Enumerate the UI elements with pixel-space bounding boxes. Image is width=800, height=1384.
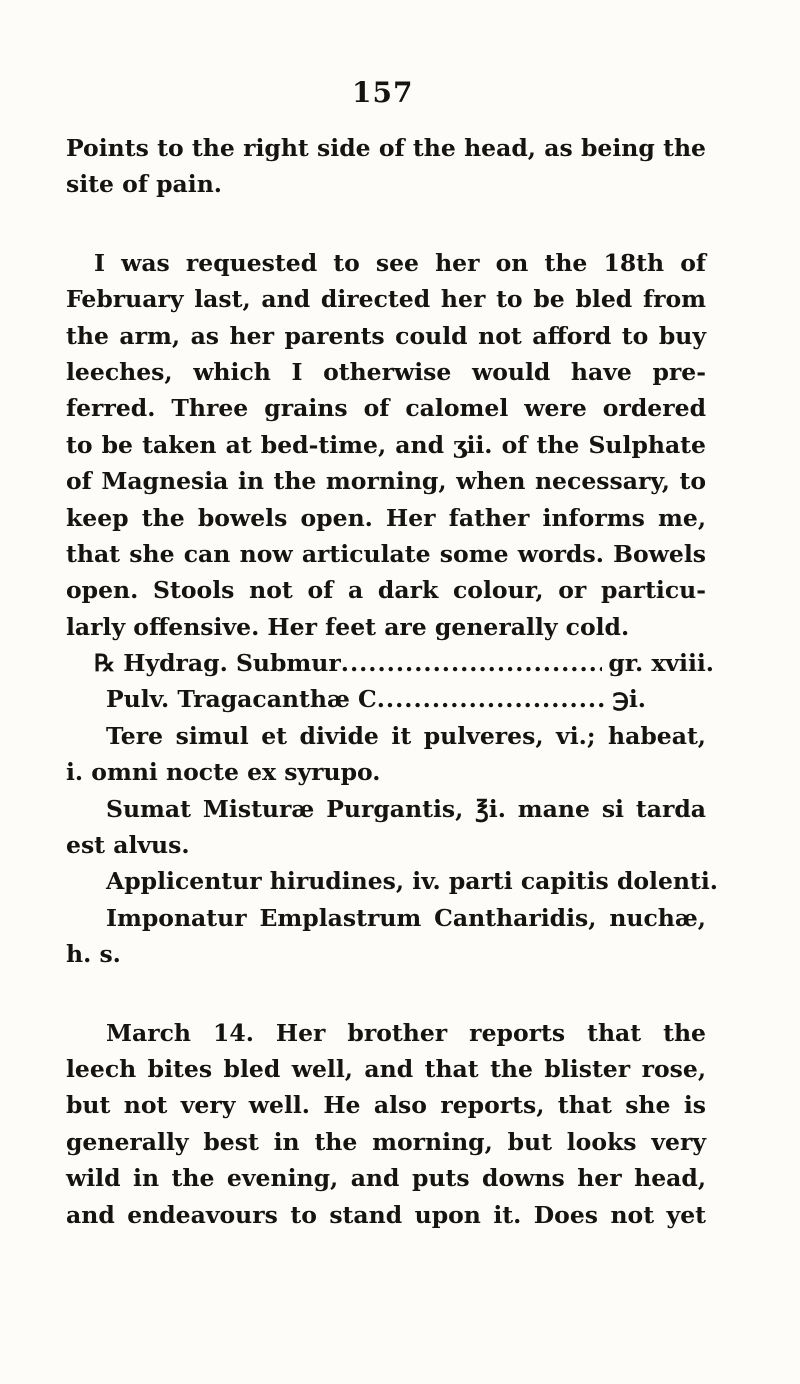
- text-line: generally best in the morning, but looks very: [66, 1127, 706, 1156]
- text-line: leeches, which I otherwise would have pre-: [66, 357, 706, 386]
- text-line: wild in the evening, and puts downs her head,: [66, 1164, 706, 1193]
- text-line: Imponatur Emplastrum Cantharidis, nuchæ,: [106, 903, 706, 932]
- paragraph-gap: [66, 973, 706, 1015]
- text-line: larly offensive. Her feet are generally cold.: [66, 612, 630, 641]
- text-line: open. Stools not of a dark colour, or particu-: [66, 576, 706, 605]
- text-line: Tere simul et divide it pulveres, vi.; habeat,: [106, 721, 706, 750]
- prescription-item: ℞ Hydrag. Submur: [94, 649, 341, 678]
- dot-leader: [377, 681, 607, 717]
- text-line: est alvus.: [66, 831, 190, 860]
- text-line: March 14. Her brother reports that the: [106, 1018, 706, 1047]
- text-line: February last, and directed her to be bled from: [66, 285, 706, 314]
- prescription-line: [66, 681, 646, 717]
- text-line: but not very well. He also reports, that she is: [66, 1091, 706, 1120]
- text-line: i. omni nocte ex syrupo.: [66, 758, 381, 787]
- paragraph-gap: [66, 203, 706, 245]
- prescription-amount: ℈i.: [612, 685, 646, 714]
- dot-leader: [341, 645, 603, 681]
- text-line: Applicentur hirudines, iv. parti capitis dolenti.: [106, 867, 718, 896]
- text-line: and endeavours to stand upon it. Does not yet: [66, 1200, 706, 1229]
- prescription-item: Pulv. Tragacanthæ C: [106, 685, 377, 714]
- text-line: to be taken at bed-time, and ʒii. of the Sulphate: [66, 430, 706, 459]
- text-line: h. s.: [66, 940, 121, 969]
- text-line: leech bites bled well, and that the blister rose,: [66, 1054, 706, 1083]
- text-line: keep the bowels open. Her father informs me,: [66, 503, 706, 532]
- text-line: Sumat Misturæ Purgantis, ℥i. mane si tarda: [106, 794, 706, 823]
- text-line: Points to the right side of the head, as being the: [66, 134, 706, 162]
- text-line: that she can now articulate some words. Bowels: [66, 539, 706, 568]
- prescription-amount: gr. xviii.: [608, 649, 714, 678]
- text-line: of Magnesia in the morning, when necessary, to: [66, 467, 706, 496]
- text-line: I was requested to see her on the 18th of: [94, 248, 706, 277]
- text-line: ferred. Three grains of calomel were ordered: [66, 394, 706, 423]
- page-number: 157: [352, 76, 414, 109]
- text-line: site of pain.: [66, 170, 222, 199]
- text-line: the arm, as her parents could not afford to buy: [66, 321, 706, 350]
- body-text: [66, 130, 718, 1233]
- prescription-line: [66, 645, 714, 681]
